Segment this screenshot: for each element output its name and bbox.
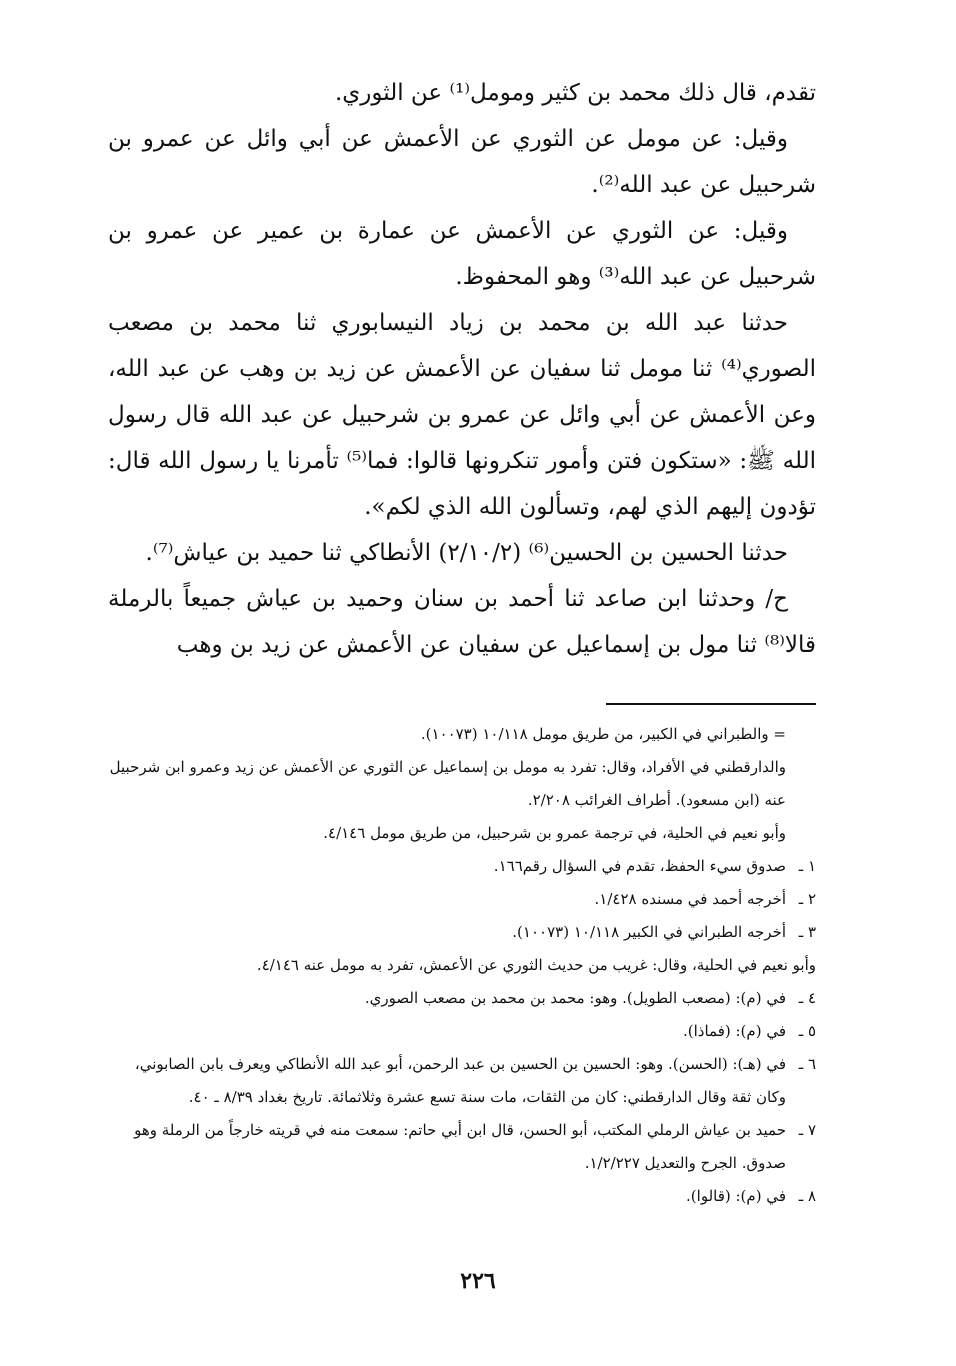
main-paragraph: تقدم، قال ذلك محمد بن كثير ومومل⁽¹⁾ عن الثوري. (334, 80, 816, 106)
footnote-item (108, 1114, 816, 1180)
main-paragraph: وقيل: عن الثوري عن الأعمش عن عمارة بن عمير عن عمرو بن شرحبيل عن عبد الله⁽³⁾ وهو المحفوظ. (108, 218, 816, 290)
footnote-number: ٨ ـ (798, 1187, 816, 1205)
footnote-text: في (هـ): (الحسن). وهو: الحسين بن الحسين بن عبد الرحمن، أبو عبد الله الأنطاكي ويعرف بابن الصابوني، وكان ثقة وقال الدارقطني: كان من الثقات، مات سنة تسع عشرة وثلاثمائة. تاريخ بغداد ٨/٣٩ ـ ٤٠. (134, 1055, 786, 1106)
footnote-item (108, 916, 816, 949)
footnote-text: حميد بن عياش الرملي المكتب، أبو الحسن، قال ابن أبي حاتم: سمعت منه في قريته خارجاً من الرملة وهو صدوق. الجرح والتعديل ١/٢/٢٢٧. (134, 1121, 786, 1172)
footnote-continued: والدارقطني في الأفراد، وقال: تفرد به مومل بن إسماعيل عن الثوري عن الأعمش عن زيد وعمرو ابن شرحبيل عنه (ابن مسعود). أطراف الغرائب ٢/٢٠٨. (109, 758, 786, 809)
footnote-item (108, 850, 816, 883)
footnote-item (108, 883, 816, 916)
footnote-item (108, 1015, 816, 1048)
footnote-number: ٦ ـ (798, 1055, 816, 1073)
footnote-divider (606, 703, 816, 705)
footnote-item (108, 1048, 816, 1114)
footnote-number: ٣ ـ (798, 923, 816, 941)
main-paragraph: حدثنا عبد الله بن محمد بن زياد النيسابوري ثنا محمد بن مصعب الصوري⁽⁴⁾ ثنا مومل ثنا سفيان عن الأعمش عن زيد بن وهب عن عبد الله، وعن الأعمش عن أبي وائل عن عمرو بن شرحبيل عن عبد الله قال رسول الله ﷺ: «ستكون فتن وأمور تنكرونها قالوا: فما⁽⁵⁾ تأمرنا يا رسول الله قال: تؤدون إليهم الذي لهم، وتسألون الله الذي لكم». (108, 310, 816, 520)
footnote-item (108, 949, 816, 982)
main-paragraph: حدثنا الحسين بن الحسين⁽⁶⁾ (٢/١٠/٢) الأنطاكي ثنا حميد بن عياش⁽⁷⁾. (145, 540, 788, 566)
footnote-number: ٤ ـ (798, 989, 816, 1007)
footnote-text: في (م): (فماذا). (683, 1022, 786, 1040)
footnote-continued: = والطبراني في الكبير، من طريق مومل ١٠/١١٨ (١٠٠٧٣). (420, 725, 786, 743)
main-paragraph: وقيل: عن مومل عن الثوري عن الأعمش عن أبي وائل عن عمرو بن شرحبيل عن عبد الله⁽²⁾. (108, 126, 816, 198)
footnote-text: أخرجه أحمد في مسنده ١/٤٢٨. (594, 890, 786, 908)
footnote-text: صدوق سيء الحفظ، تقدم في السؤال رقم١٦٦. (493, 857, 786, 875)
footnote-number: ٥ ـ (798, 1022, 816, 1040)
footnote-number: ٢ ـ (798, 890, 816, 908)
footnote-text: وأبو نعيم في الحلية، وقال: غريب من حديث الثوري عن الأعمش، تفرد به مومل عنه ٤/١٤٦. (256, 956, 816, 974)
footnote-text: في (م): (مصعب الطويل). وهو: محمد بن محمد بن مصعب الصوري. (364, 989, 786, 1007)
main-text (108, 70, 816, 668)
footnote-continued: وأبو نعيم في الحلية، في ترجمة عمرو بن شرحبيل، من طريق مومل ٤/١٤٦. (323, 824, 786, 842)
footnote-text: في (م): (قالوا). (686, 1187, 786, 1205)
footnote-item (108, 1180, 816, 1213)
footnote-text: أخرجه الطبراني في الكبير ١٠/١١٨ (١٠٠٧٣). (512, 923, 786, 941)
main-paragraph: ح/ وحدثنا ابن صاعد ثنا أحمد بن سنان وحميد بن عياش جميعاً بالرملة قالا⁽⁸⁾ ثنا مول بن إسماعيل عن سفيان عن الأعمش عن زيد بن وهب (108, 586, 816, 658)
footnote-item (108, 982, 816, 1015)
footnotes-section (108, 718, 816, 1213)
footnote-number: ١ ـ (798, 857, 816, 875)
page-number: ٢٢٦ (460, 1268, 496, 1294)
footnote-number: ٧ ـ (798, 1121, 816, 1139)
